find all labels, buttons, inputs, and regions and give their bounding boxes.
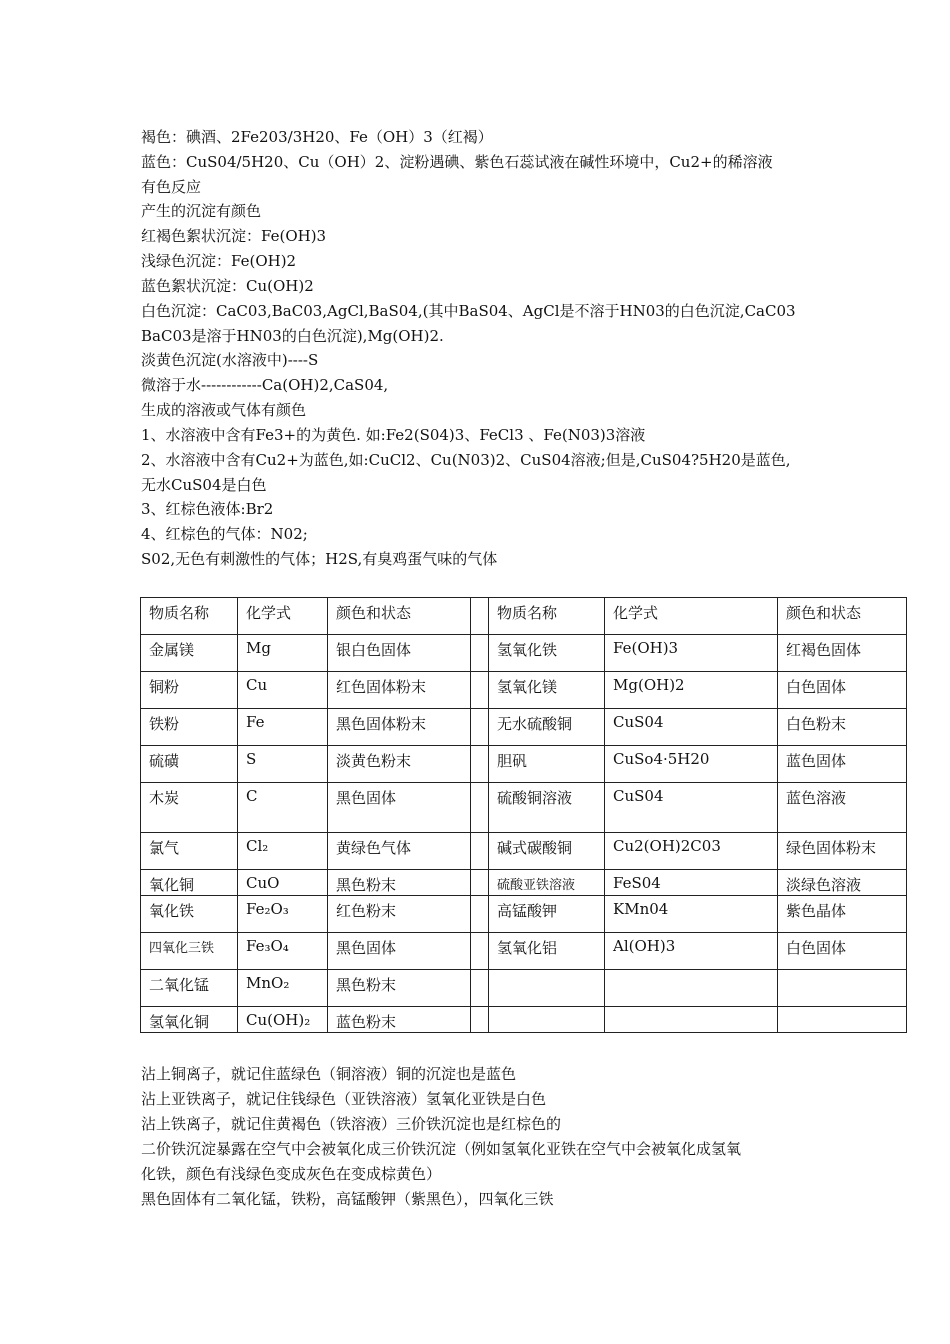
table-cell: 黑色粉末 xyxy=(328,870,471,896)
column-gap xyxy=(471,746,489,783)
column-gap xyxy=(471,870,489,896)
table-cell: 淡绿色溶液 xyxy=(778,870,907,896)
text-line: 2、水溶液中含有Cu2+为蓝色,如:CuCl2、Cu(N03)2、CuS04溶液;但是,CuS04?5H20是蓝色, xyxy=(141,451,791,469)
column-gap xyxy=(471,709,489,746)
table-cell: 氢氧化镁 xyxy=(489,672,605,709)
table-cell: 紫色晶体 xyxy=(778,896,907,933)
text-line: S02,无色有刺激性的气体；H2S,有臭鸡蛋气味的气体 xyxy=(141,550,498,568)
text-line: 沾上铜离子，就记住蓝绿色（铜溶液）铜的沉淀也是蓝色 xyxy=(141,1065,517,1083)
text-line: 1、水溶液中含有Fe3+的为黄色. 如:Fe2(S04)3、FeCl3 、Fe(N03)3溶液 xyxy=(141,426,646,444)
text-line: 浅绿色沉淀：Fe(OH)2 xyxy=(141,252,297,270)
table-cell: C xyxy=(238,783,328,833)
table-cell: Mg(OH)2 xyxy=(605,672,778,709)
header-cell: 物质名称 xyxy=(141,598,238,635)
text-line: 黑色固体有二氧化锰，铁粉，高锰酸钾（紫黑色），四氧化三铁 xyxy=(141,1190,554,1208)
table-cell: CuO xyxy=(238,870,328,896)
text-line: 淡黄色沉淀(水溶液中)----S xyxy=(141,351,319,369)
header-cell: 颜色和状态 xyxy=(778,598,907,635)
table-cell: 红褐色固体 xyxy=(778,635,907,672)
table-cell: 氢氧化铁 xyxy=(489,635,605,672)
table-cell: 铁粉 xyxy=(141,709,238,746)
table-cell: 黑色粉末 xyxy=(328,970,471,1007)
table-row xyxy=(141,933,907,970)
table-cell: 蓝色粉末 xyxy=(328,1007,471,1033)
text-line: 4、红棕色的气体：N02; xyxy=(141,525,308,543)
table-cell: 白色粉末 xyxy=(778,709,907,746)
table-cell: Cu(OH)₂ xyxy=(238,1007,328,1033)
table-cell: 黑色固体粉末 xyxy=(328,709,471,746)
column-gap xyxy=(471,833,489,870)
table-header-row xyxy=(141,598,907,635)
column-gap xyxy=(471,970,489,1007)
column-gap xyxy=(471,635,489,672)
text-line: 生成的溶液或气体有颜色 xyxy=(141,401,307,419)
table-cell: 氢氧化铜 xyxy=(141,1007,238,1033)
text-line: 产生的沉淀有颜色 xyxy=(141,202,262,220)
table-cell: 二氧化锰 xyxy=(141,970,238,1007)
table-cell: Fe₂O₃ xyxy=(238,896,328,933)
table-cell: 蓝色固体 xyxy=(778,746,907,783)
table-cell: 黑色固体 xyxy=(328,933,471,970)
header-cell: 物质名称 xyxy=(489,598,605,635)
table-row xyxy=(141,1007,907,1033)
table-cell: 白色固体 xyxy=(778,933,907,970)
text-line: 沾上铁离子，就记住黄褐色（铁溶液）三价铁沉淀也是红棕色的 xyxy=(141,1115,562,1133)
table-cell: 无水硫酸铜 xyxy=(489,709,605,746)
table-cell: 氢氧化铝 xyxy=(489,933,605,970)
table-cell: 白色固体 xyxy=(778,672,907,709)
table-cell: 高锰酸钾 xyxy=(489,896,605,933)
column-gap xyxy=(471,598,489,635)
header-cell: 颜色和状态 xyxy=(328,598,471,635)
header-cell: 化学式 xyxy=(605,598,778,635)
table-cell: CuS04 xyxy=(605,709,778,746)
table-cell: 硫酸铜溶液 xyxy=(489,783,605,833)
table-cell: Mg xyxy=(238,635,328,672)
text-line: 白色沉淀：CaC03,BaC03,AgCl,BaS04,(其中BaS04、AgCl是不溶于HN03的白色沉淀,CaC03 xyxy=(141,302,796,320)
table-row xyxy=(141,635,907,672)
table-cell xyxy=(489,970,605,1007)
column-gap xyxy=(471,1007,489,1033)
table-cell: 绿色固体粉末 xyxy=(778,833,907,870)
text-line: BaC03是溶于HN03的白色沉淀),Mg(OH)2. xyxy=(141,327,444,345)
table-row xyxy=(141,783,907,833)
table-cell: FeS04 xyxy=(605,870,778,896)
substance-color-table xyxy=(140,597,907,1033)
table-row xyxy=(141,672,907,709)
table-row xyxy=(141,709,907,746)
text-line: 沾上亚铁离子，就记住钱绿色（亚铁溶液）氢氧化亚铁是白色 xyxy=(141,1090,547,1108)
table-cell xyxy=(489,1007,605,1033)
table-cell: 四氧化三铁 xyxy=(141,933,238,970)
table-cell: 铜粉 xyxy=(141,672,238,709)
table-cell: 硫酸亚铁溶液 xyxy=(489,870,605,896)
column-gap xyxy=(471,672,489,709)
text-line: 化铁，颜色有浅绿色变成灰色在变成棕黄色） xyxy=(141,1165,442,1183)
text-line: 蓝色：CuS04/5H20、Cu（OH）2、淀粉遇碘、紫色石蕊试液在碱性环境中，Cu2+的稀溶液 xyxy=(141,153,773,171)
table-cell: 氯气 xyxy=(141,833,238,870)
table-row xyxy=(141,970,907,1007)
table-cell: 黄绿色气体 xyxy=(328,833,471,870)
table-cell: CuSo4·5H20 xyxy=(605,746,778,783)
table-cell: 黑色固体 xyxy=(328,783,471,833)
table-cell xyxy=(605,1007,778,1033)
table-cell: Cu2(OH)2C03 xyxy=(605,833,778,870)
text-line: 二价铁沉淀暴露在空气中会被氧化成三价铁沉淀（例如氢氧化亚铁在空气中会被氧化成氢氧 xyxy=(141,1140,742,1158)
table-cell: Cu xyxy=(238,672,328,709)
text-line: 红褐色絮状沉淀：Fe(OH)3 xyxy=(141,227,327,245)
table-cell: 胆矾 xyxy=(489,746,605,783)
table-cell: 淡黄色粉末 xyxy=(328,746,471,783)
table-row xyxy=(141,833,907,870)
text-line: 微溶于水------------Ca(OH)2,CaS04, xyxy=(141,376,389,394)
text-line: 蓝色絮状沉淀：Cu(OH)2 xyxy=(141,277,314,295)
text-line: 无水CuS04是白色 xyxy=(141,476,267,494)
table-cell: 氧化铁 xyxy=(141,896,238,933)
table-cell: 蓝色溶液 xyxy=(778,783,907,833)
table-cell xyxy=(778,1007,907,1033)
table-cell: 碱式碳酸铜 xyxy=(489,833,605,870)
column-gap xyxy=(471,933,489,970)
text-line: 褐色：碘酒、2Fe203/3H20、Fe（OH）3（红褐） xyxy=(141,128,493,146)
table-cell: 硫磺 xyxy=(141,746,238,783)
table-cell: Al(OH)3 xyxy=(605,933,778,970)
table-cell xyxy=(778,970,907,1007)
table-cell: 木炭 xyxy=(141,783,238,833)
column-gap xyxy=(471,783,489,833)
text-line: 3、红棕色液体:Br2 xyxy=(141,500,274,518)
table-cell: KMn04 xyxy=(605,896,778,933)
table-cell: Fe₃O₄ xyxy=(238,933,328,970)
table-cell: 金属镁 xyxy=(141,635,238,672)
table-cell: Fe(OH)3 xyxy=(605,635,778,672)
table-row xyxy=(141,870,907,896)
table-cell: Cl₂ xyxy=(238,833,328,870)
table-cell: MnO₂ xyxy=(238,970,328,1007)
table-cell: 红色粉末 xyxy=(328,896,471,933)
table-cell xyxy=(605,970,778,1007)
table-cell: 红色固体粉末 xyxy=(328,672,471,709)
table-cell: 银白色固体 xyxy=(328,635,471,672)
table-cell: S xyxy=(238,746,328,783)
header-cell: 化学式 xyxy=(238,598,328,635)
table-row xyxy=(141,896,907,933)
table-cell: CuS04 xyxy=(605,783,778,833)
table-row xyxy=(141,746,907,783)
text-line: 有色反应 xyxy=(141,178,202,196)
table-cell: Fe xyxy=(238,709,328,746)
column-gap xyxy=(471,896,489,933)
table-cell: 氧化铜 xyxy=(141,870,238,896)
